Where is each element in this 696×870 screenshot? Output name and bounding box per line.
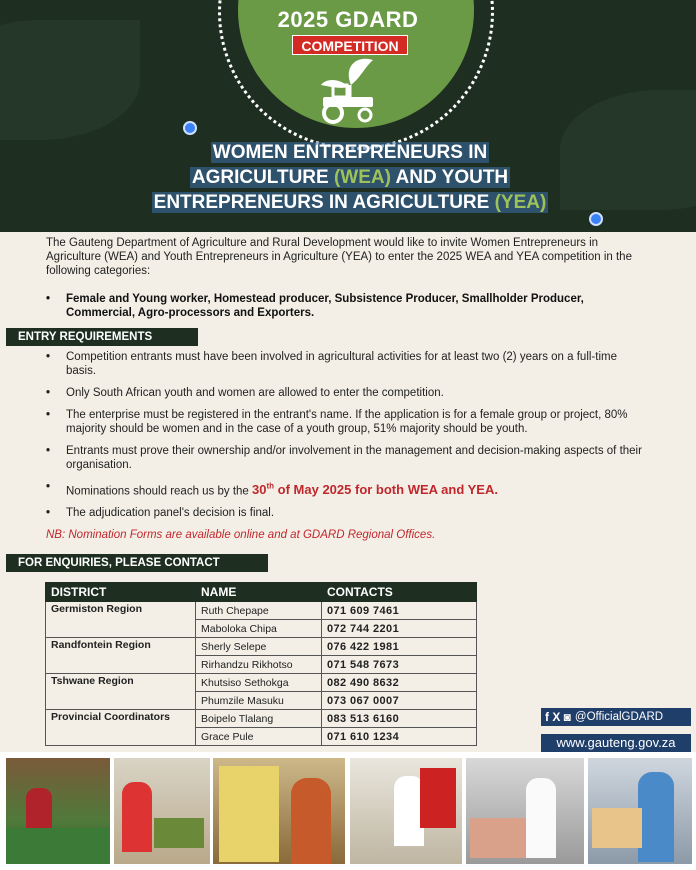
category-item: • Female and Young worker, Homestead producer, Subsistence Producer, Smallholder Producer, Commercial, Agro-processors and Exporters. <box>46 292 646 320</box>
tractor-icon <box>303 55 393 125</box>
table-row <box>46 710 477 728</box>
name-cell: Maboloka Chipa <box>196 620 322 638</box>
competition-title: 2025 GDARD <box>277 7 419 32</box>
competition-badge: COMPETITION <box>292 35 408 55</box>
name-cell: Boipelo Tlalang <box>196 710 322 728</box>
photo-food-vendor <box>114 758 210 864</box>
photo-strip <box>0 752 696 870</box>
table-header-row <box>46 583 477 602</box>
social-handle: @OfficialGDARD <box>574 711 664 723</box>
table-row <box>46 674 477 692</box>
social-handle-bar[interactable] <box>541 708 691 726</box>
requirement-item: • Entrants must prove their ownership and/or involvement in the management and decision-making aspects of their organisation. <box>46 444 646 472</box>
wea-accent: (WEA) <box>333 167 391 188</box>
headline-text: AND YOUTH <box>390 167 509 188</box>
header-banner <box>0 0 696 232</box>
contact-cell[interactable]: 072 744 2201 <box>322 620 477 638</box>
requirements-list <box>46 350 646 528</box>
contact-cell[interactable]: 082 490 8632 <box>322 674 477 692</box>
name-cell: Phumzile Masuku <box>196 692 322 710</box>
nomination-note: NB: Nomination Forms are available online and at GDARD Regional Offices. <box>46 529 436 541</box>
photo-banner-woman <box>213 758 345 864</box>
contact-cell[interactable]: 071 548 7673 <box>322 656 477 674</box>
district-cell: Randfontein Region <box>46 638 196 674</box>
deadline-day: 30 <box>252 482 267 498</box>
selection-handle-start[interactable] <box>183 121 197 135</box>
entry-requirements-heading: ENTRY REQUIREMENTS <box>6 328 198 346</box>
contact-cell[interactable]: 071 609 7461 <box>322 602 477 620</box>
category-list <box>46 292 646 320</box>
photo-juice-products <box>350 758 462 864</box>
photo-egg-packing <box>588 758 692 864</box>
headline-line-1: WOMEN ENTREPRENEURS IN <box>212 142 488 163</box>
district-cell: Tshwane Region <box>46 674 196 710</box>
district-cell: Provincial Coordinators <box>46 710 196 746</box>
photo-meat-processing <box>466 758 584 864</box>
contact-cell[interactable]: 073 067 0007 <box>322 692 477 710</box>
contact-cell[interactable]: 071 610 1234 <box>322 728 477 746</box>
column-header: NAME <box>196 583 322 602</box>
column-header: CONTACTS <box>322 583 477 602</box>
column-header: DISTRICT <box>46 583 196 602</box>
leaf-decoration <box>0 20 140 140</box>
name-cell: Sherly Selepe <box>196 638 322 656</box>
requirement-item: • Competition entrants must have been involved in agricultural activities for at least two (2) years on a full-time basis. <box>46 350 646 378</box>
deadline-suffix: th <box>266 482 275 491</box>
table-row <box>46 638 477 656</box>
headline-text: ENTREPRENEURS IN AGRICULTURE <box>153 192 495 213</box>
contact-cell[interactable]: 076 422 1981 <box>322 638 477 656</box>
deadline-rest: of May 2025 for both WEA and YEA. <box>274 482 498 498</box>
social-icons: f X ◙ <box>545 710 571 724</box>
nomination-deadline <box>46 480 646 498</box>
requirement-item: • The adjudication panel's decision is final. <box>46 506 646 520</box>
yea-accent: (YEA) <box>494 192 547 213</box>
headline-line-3 <box>152 192 549 213</box>
requirement-item: • Only South African youth and women are allowed to enter the competition. <box>46 386 646 400</box>
headline-line-2 <box>190 167 510 188</box>
headline-text: AGRICULTURE <box>191 167 334 188</box>
name-cell: Rirhandzu Rikhotso <box>196 656 322 674</box>
website-link[interactable]: www.gauteng.gov.za <box>541 734 691 752</box>
contact-cell[interactable]: 083 513 6160 <box>322 710 477 728</box>
name-cell: Ruth Chepape <box>196 602 322 620</box>
photo-farmer-cabbage <box>6 758 110 864</box>
district-cell: Germiston Region <box>46 602 196 638</box>
name-cell: Grace Pule <box>196 728 322 746</box>
table-row <box>46 602 477 620</box>
headline <box>100 140 600 215</box>
contacts-table <box>45 582 477 746</box>
name-cell: Khutsiso Sethokga <box>196 674 322 692</box>
enquiries-heading: FOR ENQUIRIES, PLEASE CONTACT <box>6 554 268 572</box>
intro-paragraph: The Gauteng Department of Agriculture and Rural Development would like to invite Women Entrepreneurs in Agriculture (WEA) and Youth Entrepreneurs in Agriculture (YEA) to enter the 2025 WEA and YEA competition in the following categories: <box>46 237 632 277</box>
requirement-item: • The enterprise must be registered in the entrant's name. If the application is for a female group or project, 80% majority should be women and in the case of a youth group, 51% majority should be youth. <box>46 408 646 436</box>
deadline-date <box>252 482 498 497</box>
nomination-prefix: Nominations should reach us by the <box>66 485 253 498</box>
